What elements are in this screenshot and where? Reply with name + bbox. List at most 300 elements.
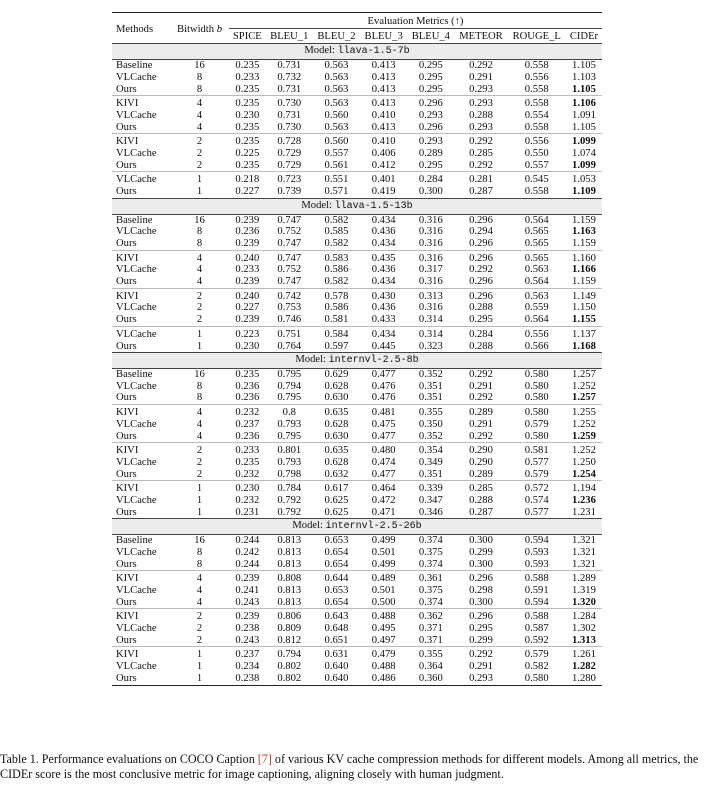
method-cell: Ours: [116, 237, 137, 249]
bitwidth-cell: 1: [170, 673, 229, 685]
cider-cell: 1.320: [572, 596, 596, 608]
metric-cell: 0.293: [454, 673, 507, 685]
metric-cell: 0.235: [235, 159, 260, 171]
metric-cell: 0.291: [469, 380, 493, 392]
metric-cell: 0.296: [469, 214, 493, 226]
bitwidth-cell: 16: [194, 60, 205, 72]
metric-cell: 0.406: [371, 148, 396, 160]
metric-cell: 0.360: [407, 673, 454, 685]
metric-cell: 0.233: [235, 71, 260, 83]
bitwidth-cell: 2: [196, 623, 203, 635]
bitwidth-cell: 4: [170, 405, 229, 419]
bitwidth-cell: 8: [196, 380, 203, 392]
metric-cell: 0.635: [313, 405, 360, 419]
cider-cell: 1.236: [572, 495, 596, 507]
table-row: [112, 60, 602, 72]
metric-cell: 0.236: [235, 392, 260, 404]
table-row: [112, 148, 602, 160]
metric-cell: 0.580: [508, 673, 566, 685]
metric-cell: 0.592: [524, 634, 549, 646]
table-row: [112, 535, 602, 547]
metric-cell: 0.299: [469, 634, 493, 646]
metric-cell: 0.563: [324, 83, 349, 95]
metric-cell: 0.233: [235, 264, 260, 276]
metric-cell: 0.361: [407, 571, 454, 585]
metric-cell: 0.296: [454, 609, 507, 623]
metric-cell: 0.625: [324, 495, 349, 507]
model-label: [112, 353, 602, 369]
metric-cell: 0.436: [371, 302, 396, 314]
metric-cell: 0.296: [454, 250, 507, 264]
metric-cell: 0.580: [524, 392, 549, 404]
metric-cell: 0.316: [418, 237, 443, 249]
evaluation-metrics-header: Evaluation Metrics (↑): [229, 13, 602, 29]
metric-cell: 0.556: [524, 71, 549, 83]
method-cell: KIVI: [112, 481, 170, 495]
table-row: [112, 635, 602, 647]
metric-cell: 0.316: [418, 226, 443, 238]
metric-cell: 0.752: [277, 226, 302, 238]
metric-cell: 0.488: [371, 661, 396, 673]
metric-cell: 0.235: [235, 456, 260, 468]
metric-cell: 0.284: [454, 326, 507, 340]
bitwidth-cell: 2: [170, 134, 229, 148]
table-row: [112, 495, 602, 507]
metric-cell: 0.578: [313, 288, 360, 302]
bitwidth-cell: 2: [196, 148, 203, 160]
metric-cell: 0.244: [235, 535, 260, 547]
metric-cell: 0.477: [371, 368, 396, 380]
model-name: internvl-2.5-8b: [328, 355, 419, 367]
bitwidth-cell: 8: [196, 558, 203, 570]
metric-cell: 0.571: [324, 186, 349, 198]
method-cell: VLCache: [116, 456, 157, 468]
method-cell: KIVI: [112, 443, 170, 457]
metric-cell: 0.299: [469, 546, 493, 558]
metric-cell: 0.230: [229, 481, 266, 495]
bitwidth-cell: 8: [196, 226, 203, 238]
metric-cell: 0.293: [469, 83, 493, 95]
table-row: [112, 172, 602, 186]
table-row: [112, 238, 602, 250]
metric-cell: 0.296: [469, 276, 493, 288]
metric-cell: 0.237: [235, 418, 260, 430]
method-cell: Ours: [112, 673, 170, 685]
metric-cell: 0.594: [524, 596, 549, 608]
cider-cell: 1.105: [572, 121, 596, 133]
metric-cell: 0.239: [229, 571, 266, 585]
bitwidth-cell: 4: [196, 121, 203, 133]
metric-cell: 0.291: [469, 661, 493, 673]
metric-cell: 0.236: [235, 380, 260, 392]
metric-cell: 0.813: [277, 546, 302, 558]
metric-cell: 0.237: [229, 647, 266, 661]
metric-cell: 0.556: [508, 326, 566, 340]
metric-cell: 0.240: [229, 250, 266, 264]
method-cell: Ours: [116, 468, 137, 480]
metric-cell: 0.218: [229, 172, 266, 186]
metric-cell: 0.557: [524, 159, 549, 171]
method-cell: KIVI: [112, 609, 170, 623]
metric-cell: 0.563: [524, 264, 549, 276]
metric-cell: 0.292: [469, 392, 493, 404]
method-cell: KIVI: [112, 134, 170, 148]
metric-cell: 0.798: [277, 468, 302, 480]
model-label: [112, 519, 602, 535]
method-cell: KIVI: [112, 571, 170, 585]
metric-cell: 0.795: [277, 368, 302, 380]
metric-cell: 0.413: [371, 121, 396, 133]
metric-cell: 0.561: [324, 159, 349, 171]
metric-cell: 0.362: [407, 609, 454, 623]
metric-cell: 0.243: [235, 596, 260, 608]
metric-cell: 0.654: [324, 596, 349, 608]
metric-cell: 0.296: [407, 96, 454, 110]
metric-cell: 0.597: [324, 340, 349, 352]
metric-cell: 0.239: [235, 214, 260, 226]
metric-cell: 0.793: [277, 418, 302, 430]
metric-cell: 0.632: [324, 468, 349, 480]
metric-cell: 0.565: [524, 237, 549, 249]
bitwidth-cell: 4: [170, 96, 229, 110]
metric-cell: 0.794: [277, 380, 302, 392]
metric-cell: 0.628: [324, 418, 349, 430]
bitwidth-cell: 1: [170, 326, 229, 340]
metric-cell: 0.287: [469, 186, 493, 198]
metric-cell: 0.371: [418, 623, 443, 635]
metric-cell: 0.230: [235, 340, 260, 352]
metric-cell: 0.591: [524, 584, 549, 596]
metric-cell: 0.351: [418, 392, 443, 404]
metric-cell: 0.723: [266, 172, 313, 186]
metric-cell: 0.477: [371, 430, 396, 442]
metric-cell: 0.235: [235, 121, 260, 133]
bitwidth-cell: 4: [196, 430, 203, 442]
metric-cell: 0.436: [371, 226, 396, 238]
bitwidth-cell: 8: [196, 237, 203, 249]
metric-cell: 0.295: [469, 623, 493, 635]
metric-cell: 0.635: [313, 443, 360, 457]
metric-cell: 0.435: [360, 250, 407, 264]
cider-cell: 1.261: [566, 647, 602, 661]
metric-header: BLEU_1: [270, 30, 309, 42]
metric-cell: 0.412: [371, 159, 396, 171]
metric-cell: 0.753: [277, 302, 302, 314]
cider-cell: 1.149: [566, 288, 602, 302]
table-row: [112, 597, 602, 609]
bitwidth-header: Bitwidth b: [170, 13, 229, 44]
metric-cell: 0.565: [508, 250, 566, 264]
metric-cell: 0.558: [524, 60, 549, 72]
method-cell: Ours: [116, 121, 137, 133]
metric-cell: 0.352: [418, 368, 443, 380]
metric-cell: 0.795: [277, 430, 302, 442]
cider-cell: 1.103: [572, 71, 596, 83]
bitwidth-cell: 2: [170, 288, 229, 302]
cider-cell: 1.284: [566, 609, 602, 623]
method-cell: Ours: [116, 558, 137, 570]
metric-cell: 0.240: [229, 288, 266, 302]
metric-cell: 0.288: [469, 340, 493, 352]
metric-cell: 0.808: [266, 571, 313, 585]
metric-cell: 0.223: [229, 326, 266, 340]
table-row: [112, 673, 602, 685]
metric-cell: 0.316: [418, 302, 443, 314]
metric-cell: 0.730: [266, 96, 313, 110]
metric-cell: 0.488: [360, 609, 407, 623]
metric-cell: 0.499: [371, 558, 396, 570]
table-row: [112, 122, 602, 134]
cider-cell: 1.163: [572, 226, 596, 238]
table-row: [112, 226, 602, 238]
metric-cell: 0.239: [235, 314, 260, 326]
table-row: [112, 276, 602, 288]
table-row: [112, 84, 602, 96]
bitwidth-cell: 1: [170, 481, 229, 495]
metric-cell: 0.475: [371, 418, 396, 430]
metric-cell: 0.582: [324, 214, 349, 226]
metric-cell: 0.339: [407, 481, 454, 495]
metric-cell: 0.588: [508, 571, 566, 585]
metric-cell: 0.654: [324, 558, 349, 570]
method-cell: VLCache: [116, 302, 157, 314]
bitwidth-cell: 8: [196, 83, 203, 95]
method-cell: Ours: [116, 596, 137, 608]
metric-cell: 0.579: [524, 418, 549, 430]
metric-cell: 0.653: [324, 535, 349, 547]
model-header-row: [112, 519, 602, 535]
metric-cell: 0.300: [469, 535, 493, 547]
metric-cell: 0.349: [418, 456, 443, 468]
metric-cell: 0.300: [469, 596, 493, 608]
metric-cell: 0.583: [313, 250, 360, 264]
metric-cell: 0.230: [235, 109, 260, 121]
metric-cell: 0.643: [313, 609, 360, 623]
bitwidth-cell: 1: [196, 661, 203, 673]
metric-cell: 0.558: [524, 121, 549, 133]
metric-cell: 0.640: [324, 661, 349, 673]
metric-header: METEOR: [459, 30, 503, 42]
metric-cell: 0.480: [360, 443, 407, 457]
metric-cell: 0.354: [407, 443, 454, 457]
method-cell: VLCache: [116, 109, 157, 121]
metric-header: BLEU_2: [317, 30, 356, 42]
metric-cell: 0.731: [277, 60, 302, 72]
bitwidth-cell: 1: [196, 186, 203, 198]
bitwidth-cell: 4: [196, 584, 203, 596]
table-row: [112, 341, 602, 353]
metric-cell: 0.795: [277, 392, 302, 404]
metric-cell: 0.580: [524, 430, 549, 442]
metric-cell: 0.293: [418, 109, 443, 121]
metric-cell: 0.564: [524, 214, 549, 226]
metric-cell: 0.296: [418, 121, 443, 133]
metric-cell: 0.551: [313, 172, 360, 186]
bitwidth-cell: 16: [194, 214, 205, 226]
cider-cell: 1.053: [566, 172, 602, 186]
table-row: [112, 469, 602, 481]
metric-cell: 0.577: [524, 506, 549, 518]
metric-cell: 0.346: [418, 506, 443, 518]
cider-cell: 1.321: [572, 558, 596, 570]
cider-cell: 1.137: [566, 326, 602, 340]
method-cell: Baseline: [116, 60, 153, 72]
cider-cell: 1.313: [572, 634, 596, 646]
metric-cell: 0.289: [469, 468, 493, 480]
metric-cell: 0.580: [524, 368, 549, 380]
metric-cell: 0.731: [277, 83, 302, 95]
metric-cell: 0.296: [469, 237, 493, 249]
metric-cell: 0.235: [235, 83, 260, 95]
metric-cell: 0.401: [360, 172, 407, 186]
metric-cell: 0.232: [235, 468, 260, 480]
metric-cell: 0.298: [469, 584, 493, 596]
table-row: [112, 585, 602, 597]
metric-cell: 0.364: [418, 661, 443, 673]
table-caption: [0, 752, 720, 781]
metric-cell: 0.764: [277, 340, 302, 352]
metric-cell: 0.296: [454, 571, 507, 585]
method-cell: Baseline: [116, 535, 153, 547]
metric-cell: 0.730: [277, 121, 302, 133]
metric-cell: 0.235: [229, 134, 266, 148]
metric-cell: 0.566: [524, 340, 549, 352]
method-cell: KIVI: [112, 250, 170, 264]
bitwidth-cell: 2: [196, 314, 203, 326]
metric-cell: 0.731: [277, 109, 302, 121]
metric-cell: 0.351: [418, 380, 443, 392]
cider-cell: 1.099: [566, 134, 602, 148]
table-row: [112, 326, 602, 340]
bitwidth-cell: 4: [196, 418, 203, 430]
cider-cell: 1.302: [572, 623, 596, 635]
metric-cell: 0.227: [235, 302, 260, 314]
method-cell: KIVI: [112, 647, 170, 661]
cider-cell: 1.321: [572, 535, 596, 547]
metric-cell: 0.558: [524, 83, 549, 95]
bitwidth-cell: 2: [196, 456, 203, 468]
table-row: [112, 405, 602, 419]
metric-cell: 0.8: [266, 405, 313, 419]
method-cell: VLCache: [116, 623, 157, 635]
metric-cell: 0.419: [371, 186, 396, 198]
bitwidth-cell: 16: [194, 535, 205, 547]
model-label-prefix: Model:: [292, 520, 323, 532]
metric-cell: 0.293: [469, 121, 493, 133]
citation-link[interactable]: [7]: [257, 752, 272, 766]
cider-cell: 1.159: [572, 237, 596, 249]
metric-cell: 0.430: [360, 288, 407, 302]
metric-cell: 0.556: [508, 134, 566, 148]
cider-cell: 1.259: [572, 430, 596, 442]
method-cell: KIVI: [112, 96, 170, 110]
metric-cell: 0.292: [454, 647, 507, 661]
metric-cell: 0.813: [277, 535, 302, 547]
table-row: [112, 623, 602, 635]
method-cell: Ours: [116, 276, 137, 288]
method-cell: VLCache: [116, 546, 157, 558]
method-cell: VLCache: [116, 584, 157, 596]
metric-cell: 0.654: [324, 546, 349, 558]
metric-cell: 0.239: [235, 237, 260, 249]
metric-cell: 0.813: [277, 596, 302, 608]
method-cell: VLCache: [112, 172, 170, 186]
metric-cell: 0.560: [313, 134, 360, 148]
cider-cell: 1.289: [566, 571, 602, 585]
metric-cell: 0.747: [277, 276, 302, 288]
metric-cell: 0.410: [360, 134, 407, 148]
method-cell: KIVI: [112, 288, 170, 302]
metric-cell: 0.352: [418, 430, 443, 442]
cider-cell: 1.166: [572, 264, 596, 276]
metric-cell: 0.630: [324, 392, 349, 404]
metric-cell: 0.294: [469, 226, 493, 238]
method-cell: VLCache: [116, 418, 157, 430]
metric-cell: 0.464: [360, 481, 407, 495]
cider-cell: 1.257: [572, 368, 596, 380]
metric-cell: 0.593: [524, 558, 549, 570]
metric-cell: 0.292: [469, 368, 493, 380]
bitwidth-cell: 4: [170, 571, 229, 585]
metric-cell: 0.472: [371, 495, 396, 507]
metric-cell: 0.292: [469, 264, 493, 276]
metric-cell: 0.291: [469, 418, 493, 430]
metric-cell: 0.288: [469, 302, 493, 314]
metric-cell: 0.292: [469, 159, 493, 171]
model-header-row: [112, 353, 602, 369]
table-row: [112, 443, 602, 457]
metric-cell: 0.582: [324, 276, 349, 288]
method-cell: VLCache: [116, 380, 157, 392]
bitwidth-cell: 1: [196, 506, 203, 518]
metric-cell: 0.554: [524, 109, 549, 121]
metric-cell: 0.445: [371, 340, 396, 352]
table-row: [112, 647, 602, 661]
metric-cell: 0.628: [324, 380, 349, 392]
metric-cell: 0.586: [324, 264, 349, 276]
metric-cell: 0.239: [229, 609, 266, 623]
metric-cell: 0.792: [277, 506, 302, 518]
method-cell: Ours: [116, 159, 137, 171]
metric-cell: 0.640: [313, 673, 360, 685]
metric-cell: 0.293: [407, 134, 454, 148]
metric-cell: 0.477: [371, 468, 396, 480]
metric-cell: 0.436: [371, 264, 396, 276]
metric-cell: 0.287: [469, 506, 493, 518]
metric-cell: 0.295: [469, 314, 493, 326]
metric-cell: 0.238: [235, 623, 260, 635]
metric-cell: 0.290: [469, 456, 493, 468]
metric-cell: 0.497: [371, 634, 396, 646]
bitwidth-cell: 8: [196, 546, 203, 558]
cider-cell: 1.282: [572, 661, 596, 673]
bitwidth-cell: 4: [196, 276, 203, 288]
caption-text: Table 1. Performance evaluations on COCO Caption: [0, 752, 258, 766]
table-row: [112, 507, 602, 519]
table-row: [112, 264, 602, 276]
metric-cell: 0.813: [277, 558, 302, 570]
metric-cell: 0.563: [508, 288, 566, 302]
metric-cell: 0.653: [324, 584, 349, 596]
metric-cell: 0.292: [469, 430, 493, 442]
cider-cell: 1.105: [572, 83, 596, 95]
model-name: llava-1.5-13b: [334, 200, 413, 212]
metric-cell: 0.572: [508, 481, 566, 495]
table-row: [112, 314, 602, 326]
model-label: [112, 198, 602, 214]
metric-cell: 0.289: [454, 405, 507, 419]
method-cell: VLCache: [116, 264, 157, 276]
